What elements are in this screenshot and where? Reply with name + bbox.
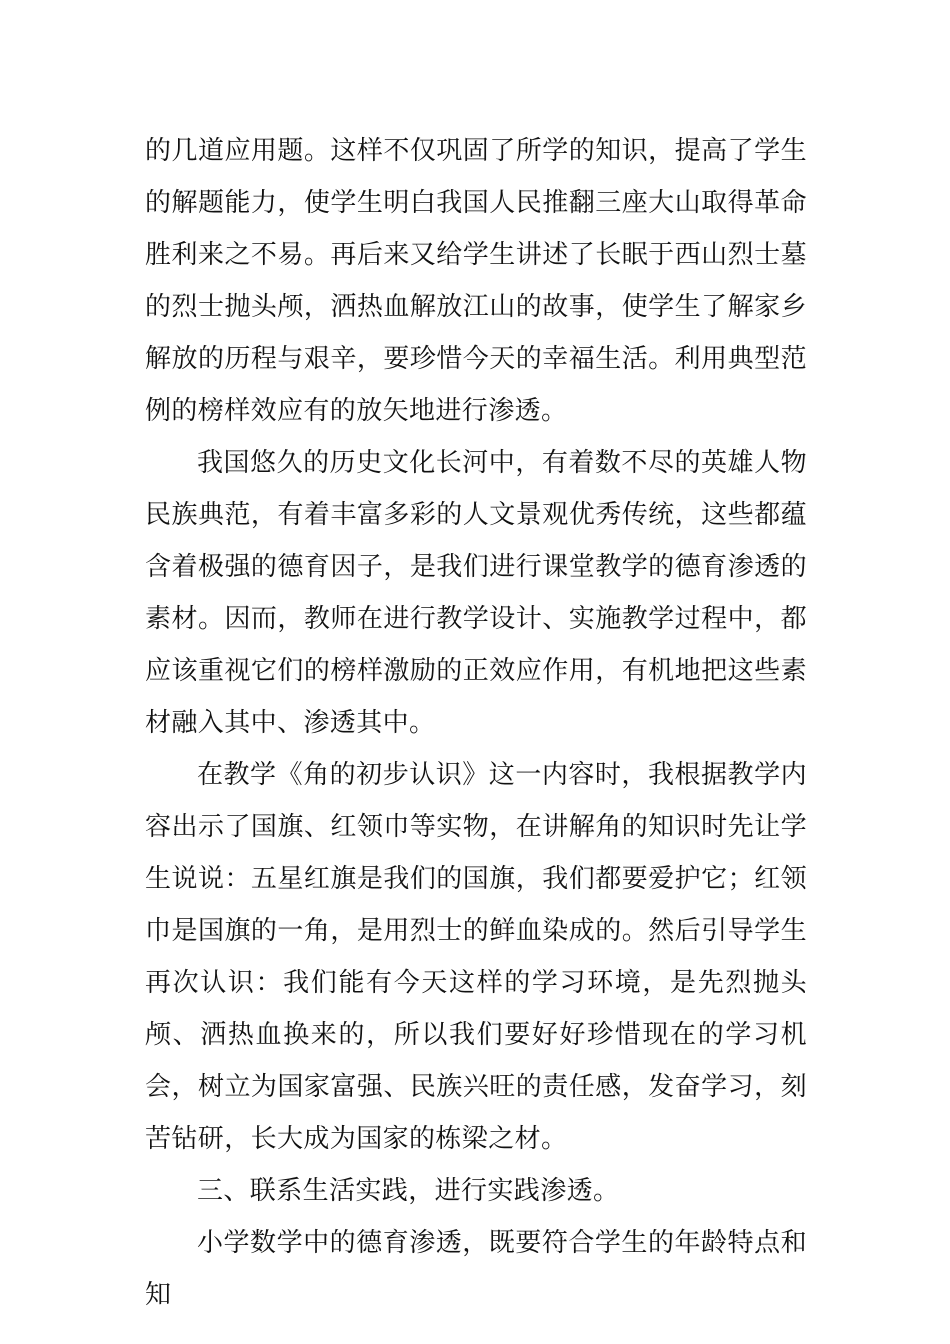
paragraph-1: 的几道应用题。这样不仅巩固了所学的知识，提高了学生的解题能力，使学生明白我国人民推翻三座大山取得革命胜利来之不易。再后来又给学生讲述了长眠于西山烈士墓的烈士抛头颅，洒热血解放江山的故事，使学生了解家乡解放的历程与艰辛，要珍惜今天的幸福生活。利用典型范例的榜样效应有的放矢地进行渗透。 bbox=[145, 136, 807, 426]
section-heading: 三、联系生活实践，进行实践渗透。 bbox=[197, 1176, 620, 1206]
paragraph-2: 我国悠久的历史文化长河中，有着数不尽的英雄人物民族典范，有着丰富多彩的人文景观优秀传统，这些都蕴含着极强的德育因子，是我们进行课堂教学的德育渗透的素材。因而，教师在进行教学设计、实施教学过程中，都应该重视它们的榜样激励的正效应作用，有机地把这些素材融入其中、渗透其中。 bbox=[145, 448, 807, 738]
paragraph-3: 在教学《角的初步认识》这一内容时，我根据教学内容出示了国旗、红领巾等实物，在讲解角的知识时先让学生说说：五星红旗是我们的国旗，我们都要爱护它；红领巾是国旗的一角，是用烈士的鲜血染成的。然后引导学生再次认识：我们能有今天这样的学习环境，是先烈抛头颅、洒热血换来的，所以我们要好好珍惜现在的学习机会，树立为国家富强、民族兴旺的责任感，发奋学习，刻苦钻研，长大成为国家的栋梁之材。 bbox=[145, 760, 807, 1154]
document-body bbox=[145, 125, 807, 1321]
paragraph-5: 小学数学中的德育渗透，既要符合学生的年龄特点和知 bbox=[145, 1228, 807, 1310]
